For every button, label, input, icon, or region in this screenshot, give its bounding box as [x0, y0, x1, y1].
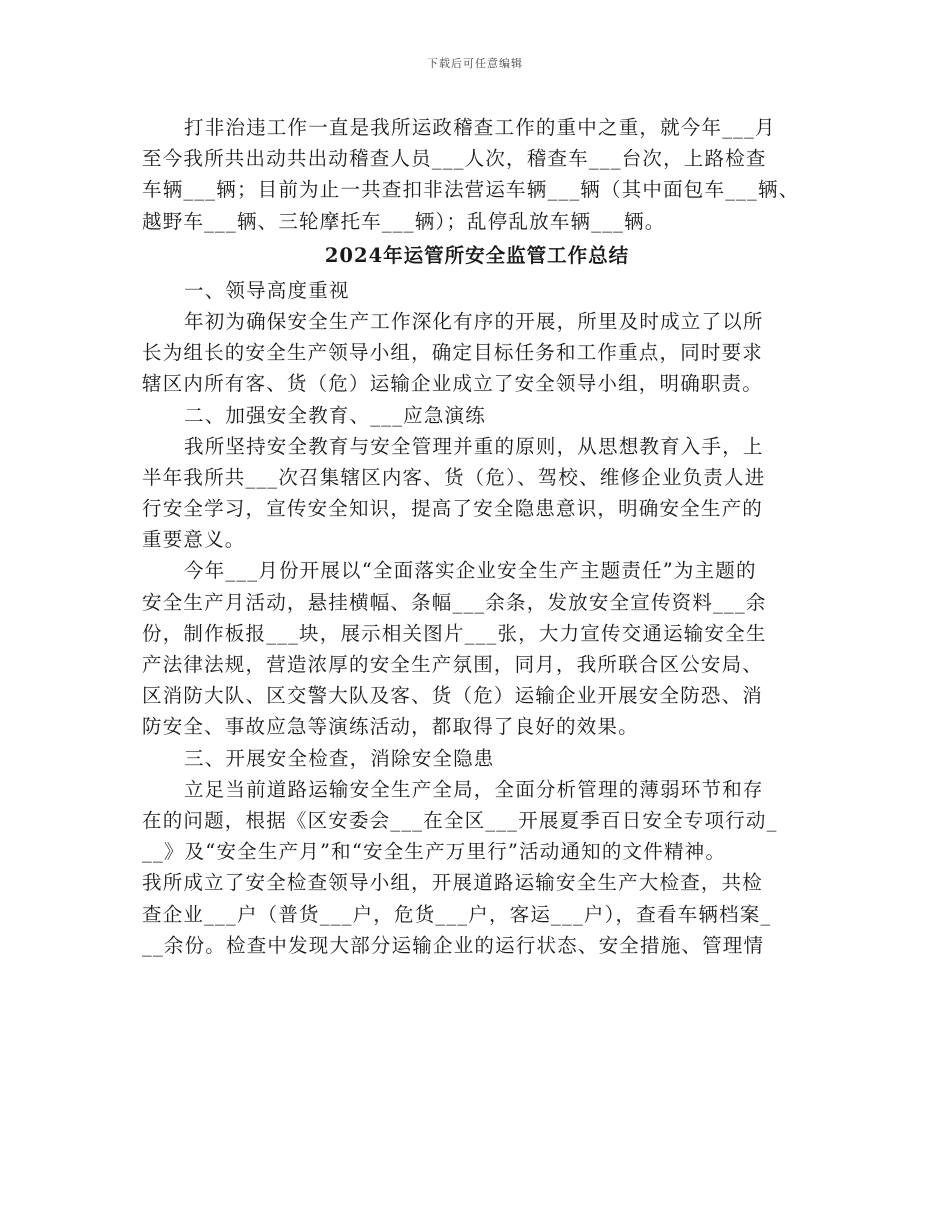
paragraph-line: 立足当前道路运输安全生产全局，全面分析管理的薄弱环节和存 — [184, 777, 764, 801]
paragraph-line: 打非治违工作一直是我所运政稽查工作的重中之重，就今年___月 — [184, 116, 776, 139]
paragraph-line: __》及“安全生产月”和“安全生产万里行”活动通知的文件精神。 — [142, 840, 727, 864]
paragraph-line: 区消防大队、区交警大队及客、货（危）运输企业开展安全防恐、消 — [142, 684, 764, 708]
page-header-note: 下载后可任意编辑 — [427, 57, 523, 70]
paragraph-line: 长为组长的安全生产领导小组，确定目标任务和工作重点，同时要求 — [142, 341, 764, 365]
paragraph-line: 车辆___辆；目前为止一共查扣非法营运车辆___辆（其中面包车___辆、 — [142, 178, 800, 202]
paragraph-line: 至今我所共出动共出动稽查人员___人次，稽查车___台次，上路检查 — [142, 147, 767, 171]
paragraph-line: 份，制作板报___块，展示相关图片___张，大力宣传交通运输安全生 — [142, 621, 767, 645]
paragraph-line: 辖区内所有客、货（危）运输企业成立了安全领导小组，明确职责。 — [142, 372, 764, 396]
paragraph-line: 安全生产月活动，悬挂横幅、条幅___余条，发放安全宣传资料___余 — [142, 590, 767, 614]
paragraph-line: 查企业___户（普货___户，危货___户，客运___户），查看车辆档案_ — [142, 902, 772, 926]
paragraph-line: 在的问题，根据《区安委会___在全区___开展夏季百日安全专项行动_ — [142, 808, 778, 832]
paragraph-line: __余份。检查中发现大部分运输企业的运行状态、安全措施、管理情 — [142, 933, 765, 957]
paragraph-line: 防安全、事故应急等演练活动，都取得了良好的效果。 — [142, 715, 639, 739]
paragraph — [142, 306, 812, 400]
paragraph-line: 产法律法规，营造浓厚的安全生产氛围，同月，我所联合区公安局、 — [142, 653, 764, 676]
section-heading: 一、领导高度重视 — [184, 278, 350, 302]
intro-paragraph — [142, 112, 812, 237]
document-title: 2024年运管所安全监管工作总结 — [324, 243, 630, 267]
paragraph-line: 行安全学习，宣传安全知识，提高了安全隐患意识，明确安全生产的 — [142, 497, 764, 521]
document-body — [142, 112, 812, 961]
section-heading: 三、开展安全检查，消除安全隐患 — [184, 746, 495, 770]
paragraph — [142, 774, 812, 961]
paragraph-line: 重要意义。 — [142, 528, 246, 552]
paragraph-line: 半年我所共___次召集辖区内客、货（危）、驾校、维修企业负责人进 — [142, 465, 766, 489]
paragraph — [142, 555, 812, 742]
paragraph — [142, 431, 812, 556]
paragraph-line: 年初为确保安全生产工作深化有序的开展，所里及时成立了以所 — [184, 309, 764, 333]
paragraph-line: 我所坚持安全教育与安全管理并重的原则，从思想教育入手，上 — [184, 434, 764, 458]
paragraph-line: 今年___月份开展以“全面落实企业安全生产主题责任”为主题的 — [184, 559, 757, 583]
section-heading: 二、加强安全教育、___应急演练 — [184, 403, 486, 427]
paragraph-line: 越野车___辆、三轮摩托车___辆）；乱停乱放车辆___辆。 — [142, 209, 666, 233]
paragraph-line: 我所成立了安全检查领导小组，开展道路运输安全生产大检查，共检 — [142, 871, 764, 895]
